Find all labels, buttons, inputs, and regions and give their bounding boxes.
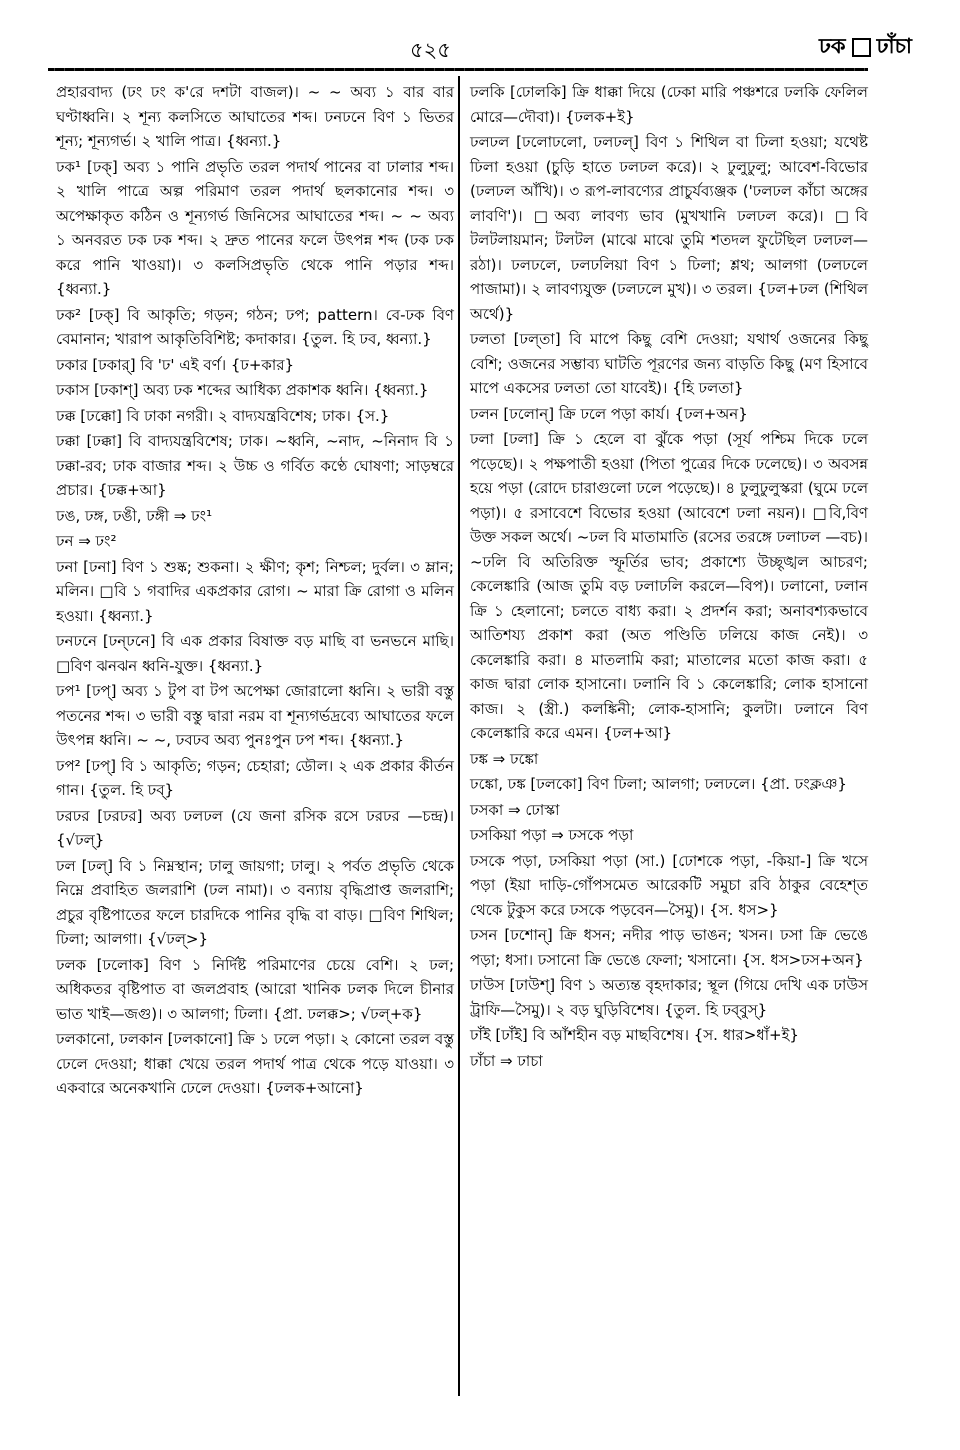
right-column bbox=[470, 80, 868, 1074]
dictionary-entry: ঢক্ক [ঢক্কো] বি ঢাকা নগরী। ২ বাদ্যযন্ত্রবিশেষ; ঢাক। {স.} bbox=[56, 406, 390, 425]
dictionary-entry: ঢক্কা [ঢক্কা] বি বাদ্যযন্ত্রবিশেষ; ঢাক। ~ধ্বনি, ~নাদ, ~নিনাদ বি ১ ঢক্কা-রব; ঢাক বাজার শব্দ। ২ উচ্চ ও গর্বিত কণ্ঠে ঘোষণা; সাড়ম্বরে প্রচার। {ঢক্ক+আ} bbox=[56, 432, 454, 499]
header-rule bbox=[48, 68, 868, 71]
dictionary-entry: ঢসকে পড়া, ঢসকিয়া পড়া (সা.) [ঢোশকে পড়া, -কিয়া-] ক্রি খসে পড়া (ইয়া দাড়ি-গোঁপসমেত আরেকটি সমুচা রবি ঠাকুর বেহেশ্‌ত থেকে টুকুস করে ঢসকে পড়বেন—সৈমু)। {স. ধস>} bbox=[470, 851, 868, 919]
left-column bbox=[56, 80, 454, 1102]
dictionary-entry: ঢলতা [ঢল্‌তা] বি মাপে কিছু বেশি দেওয়া; যথার্থ ওজনের কিছু বেশি; ওজনের সম্ভাব্য ঘাটতি পূরণের জন্য বাড়তি কিছু (মণ হিসাবে মাপে একসের ঢলতা তো যাবেই)। {হি ঢলতা} bbox=[470, 330, 868, 397]
dictionary-entry: ঢপ¹ [ঢপ্] অব্য ১ টুপ বা টপ অপেক্ষা জোরালো ধ্বনি। ২ ভারী বস্তু পতনের শব্দ। ৩ ভারী বস্তু দ্বারা নরম বা শূন্যগর্ভদ্রব্যে আঘাতের ফলে উৎপন্ন ধ্বনি। ~ ~, ঢবঢব অব্য পুনঃপুন ঢপ শব্দ। {ধ্বন্যা.} bbox=[56, 682, 454, 749]
dictionary-entry: ঢসকা ⇒ ঢোস্কা bbox=[470, 800, 560, 819]
dictionary-entry: ঢরঢর [ঢরঢর] অব্য ঢলঢল (যে জনা রসিক রসে ঢরঢর —চন্দ্র)। {√ঢল্} bbox=[56, 806, 454, 849]
dictionary-entry: ঢলন [ঢলোন্] ক্রি ঢলে পড়া কার্য। {ঢল+অন} bbox=[470, 404, 748, 423]
dictionary-entry: ঢাঁই [ঢাঁই] বি আঁশহীন বড় মাছবিশেষ। {স. ধার>ধাঁ+ই} bbox=[470, 1026, 799, 1044]
dictionary-entry: ঢলকি [ঢোলকি] ক্রি ধাক্কা দিয়ে (ঢেকা মারি পঞ্চশরে ঢলকি ফেলিল মোরে—দৌবা)। {ঢলক+ই} bbox=[470, 83, 868, 126]
dictionary-entry: ঢনা [ঢনা] বিণ ১ শুষ্ক; শুকনা। ২ ক্ষীণ; কৃশ; নিশ্চল; দুর্বল। ৩ ম্লান; মলিন। □বি ১ গবাদির একপ্রকার রোগ। ~ মারা ক্রি রোগা ও মলিন হওয়া। {ধ্বন্যা.} bbox=[56, 557, 454, 625]
dictionary-entry: ঢঙ্কো, ঢঙ্ক [ঢলকো] বিণ ঢিলা; আলগা; ঢলঢলে। {প্রা. ঢংক্লঞ} bbox=[470, 775, 847, 793]
column-divider bbox=[458, 76, 460, 1396]
guide-separator-box bbox=[852, 38, 871, 57]
dictionary-entry: ঢাউস [ঢাউশ্] বিণ ১ অত্যন্ত বৃহদাকার; স্থূল (গিয়ে দেখি এক ঢাউস ট্রাফি—সৈমু)। ২ বড় ঘুড়িবিশেষ। {তুল. হি ঢব্‌বুস্} bbox=[470, 976, 868, 1019]
dictionary-entry: ঢাঁচা ⇒ ঢাচা bbox=[470, 1051, 543, 1070]
dictionary-entry: ঢক¹ [ঢক্] অব্য ১ পানি প্রভৃতি তরল পদার্থ পানের বা ঢালার শব্দ। ২ খালি পাত্রে অল্প পরিমাণ তরল পদার্থ ছলকানোর শব্দ। ৩ অপেক্ষাকৃত কঠিন ও শূন্যগর্ভ জিনিসের আঘাতের শব্দ। ~ ~ অব্য ১ অনবরত ঢক ঢক শব্দ। ২ দ্রুত পানের ফলে উৎপন্ন শব্দ (ঢক ঢক করে পানি খাওয়া)। ৩ কলসিপ্রভৃতি থেকে পানি পড়ার শব্দ। {ধ্বন্যা.} bbox=[56, 157, 454, 298]
page-number: ৫২৫ bbox=[410, 38, 451, 62]
dictionary-entry: ঢঙ্ক ⇒ ঢঙ্কো bbox=[470, 749, 539, 768]
dictionary-entry: প্রহারবাদ্য (ঢং ঢং ক'রে দশটা বাজল)। ~ ~ অব্য ১ বার বার ঘণ্টাধ্বনি। ২ শূন্য কলসিতে আঘাতের শব্দ। ঢনঢনে বিণ ১ ভিতর শূন্য; শূন্যগর্ভ। ২ খালি পাত্র। {ধ্বন্যা.} bbox=[56, 83, 454, 150]
guide-word-last: ঢাঁচা bbox=[876, 34, 912, 58]
dictionary-entry: ঢলক [ঢলোক] বিণ ১ নির্দিষ্ট পরিমাণের চেয়ে বেশি। ২ ঢল; অধিকতর বৃষ্টিপাত বা জলপ্রবাহ (আরো খানিক ঢলক দিলে চীনার ভাত খাই—জগু)। ৩ আলগা; ঢিলা। {প্রা. ঢলক্ক>; √ঢল্+ক} bbox=[56, 955, 454, 1023]
dictionary-entry: ঢপ² [ঢপ্] বি ১ আকৃতি; গড়ন; চেহারা; ডৌল। ২ এক প্রকার কীর্তন গান। {তুল. হি ঢব্} bbox=[56, 756, 454, 799]
dictionary-entry: ঢকাস [ঢকাশ্] অব্য ঢক শব্দের আধিক্য প্রকাশক ধ্বনি। {ধ্বন্যা.} bbox=[56, 381, 429, 399]
dictionary-entry: ঢঙ, ঢঙ্গ, ঢঙী, ঢঙ্গী ⇒ ঢং¹ bbox=[56, 506, 213, 525]
dictionary-entry: ঢলঢল [ঢলোঢলো, ঢলঢল্] বিণ ১ শিথিল বা ঢিলা হওয়া; যথেষ্ট ঢিলা হওয়া (চুড়ি হাতে ঢলঢল করে)। ২ ঢুলুঢুলু; আবেশ-বিভোর (ঢলঢল আঁখি)। ৩ রূপ-লাবণ্যের প্রাচুর্যব্যঞ্জক ('ঢলঢল কাঁচা অঙ্গের লাবণি')। □অব্য লাবণ্য ভাব (মুখখানি ঢলঢল করে)। □বি টলটলায়মান; টলটল (মাঝে মাঝে তুমি শতদল ফুটেছিল ঢলঢল—রঠা)। ঢলঢলে, ঢলঢলিয়া বিণ ১ ঢিলা; শ্লথ; আলগা (ঢলঢলে পাজামা)। ২ লাবণ্যযুক্ত (ঢলঢলে মুখ)। ৩ তরল। {ঢল+ঢল (শিথিল অর্থে)} bbox=[470, 133, 868, 323]
dictionary-entry: ঢসকিয়া পড়া ⇒ ঢসকে পড়া bbox=[470, 826, 634, 844]
dictionary-entry: ঢসন [ঢশোন্] ক্রি ধসন; নদীর পাড় ভাঙন; খসন। ঢসা ক্রি ভেঙে পড়া; ধসা। ঢসানো ক্রি ভেঙে ফেলা; খসানো। {স. ধস>ঢস+অন} bbox=[470, 926, 868, 969]
guide-words bbox=[819, 30, 912, 65]
dictionary-entry: ঢন ⇒ ঢং² bbox=[56, 532, 117, 550]
dictionary-entry: ঢকার [ঢকার্] বি 'ঢ' এই বর্ণ। {ঢ+কার} bbox=[56, 355, 295, 374]
dictionary-entry: ঢলা [ঢলা] ক্রি ১ হেলে বা ঝুঁকে পড়া (সূর্য পশ্চিম দিকে ঢলে পড়েছে)। ২ পক্ষপাতী হওয়া (পিতা পুত্রের দিকে ঢলেছে)। ৩ অবসন্ন হয়ে পড়া (রোদে চারাগুলো ঢলে পড়েছে)। ৪ ঢুলুঢুলুস্করা (ঘুমে ঢলে পড়া)। ৫ রসাবেশে বিভোর হওয়া (আবেশে ঢলা নয়ন)। □বি,বিণ উক্ত সকল অর্থে। ~ঢল বি মাতামাতি (রসের তরঙ্গে ঢলাঢল —বচ)। ~ঢলি বি অতিরিক্ত স্ফূর্তির ভাব; প্রকাশ্যে উচ্ছৃঙ্খল আচরণ; কেলেঙ্কারি (আজ তুমি বড় ঢলাঢলি করলে—বিপ)। ঢলানো, ঢলান ক্রি ১ হেলানো; চলতে বাধ্য করা। ২ প্রদর্শন করা; অনাবশ্যকভাবে আতিশয্য প্রকাশ করা (অত পণ্ডিতি ঢলিয়ে কাজ নেই)। ৩ কেলেঙ্কারি করা। ৪ মাতলামি করা; মাতালের মতো কাজ করা। ৫ কাজ দ্বারা লোক হাসানো। ঢলানি বি ১ কেলেঙ্কারি; লোক হাসানো কাজ। ২ (স্ত্রী.) কলঙ্কিনী; লোক-হাসানি; কুলটা। ঢলানে বিণ কেলেঙ্কারি করে এমন। {ঢল+আ} bbox=[470, 430, 868, 742]
dictionary-entry: ঢলকানো, ঢলকান [ঢলকানো] ক্রি ১ ঢলে পড়া। ২ কোনো তরল বস্তু ঢেলে দেওয়া; ধাক্কা খেয়ে তরল পদার্থ পাত্র থেকে পড়ে যাওয়া। ৩ একবারে অনেকখানি ঢেলে দেওয়া। {ঢলক+আনো} bbox=[56, 1030, 454, 1097]
dictionary-entry: ঢনঢনে [ঢন্‌ঢনে] বি এক প্রকার বিষাক্ত বড় মাছি বা ভনভনে মাছি। □বিণ ঝনঝন ধ্বনি-যুক্ত। {ধ্বন্যা.} bbox=[56, 632, 454, 675]
guide-word-first: ঢক bbox=[819, 34, 846, 58]
dictionary-entry: ঢল [ঢল্] বি ১ নিম্নস্থান; ঢালু জায়গা; ঢালু। ২ পর্বত প্রভৃতি থেকে নিম্নে প্রবাহিত জলরাশি (ঢল নামা)। ৩ বন্যায় বৃদ্ধিপ্রাপ্ত জলরাশি; প্রচুর বৃষ্টিপাতের ফলে চারদিকে পানির বৃদ্ধি বা বাড়। □বিণ শিথিল; ঢিলা; আলগা। {√ঢল্>} bbox=[56, 856, 454, 948]
dictionary-entry: ঢক² [ঢক্] বি আকৃতি; গড়ন; গঠন; ঢপ; pattern। বে-ঢক বিণ বেমানান; খারাপ আকৃতিবিশিষ্ট; কদাকার। {তুল. হি ঢব, ধ্বন্যা.} bbox=[56, 305, 454, 348]
